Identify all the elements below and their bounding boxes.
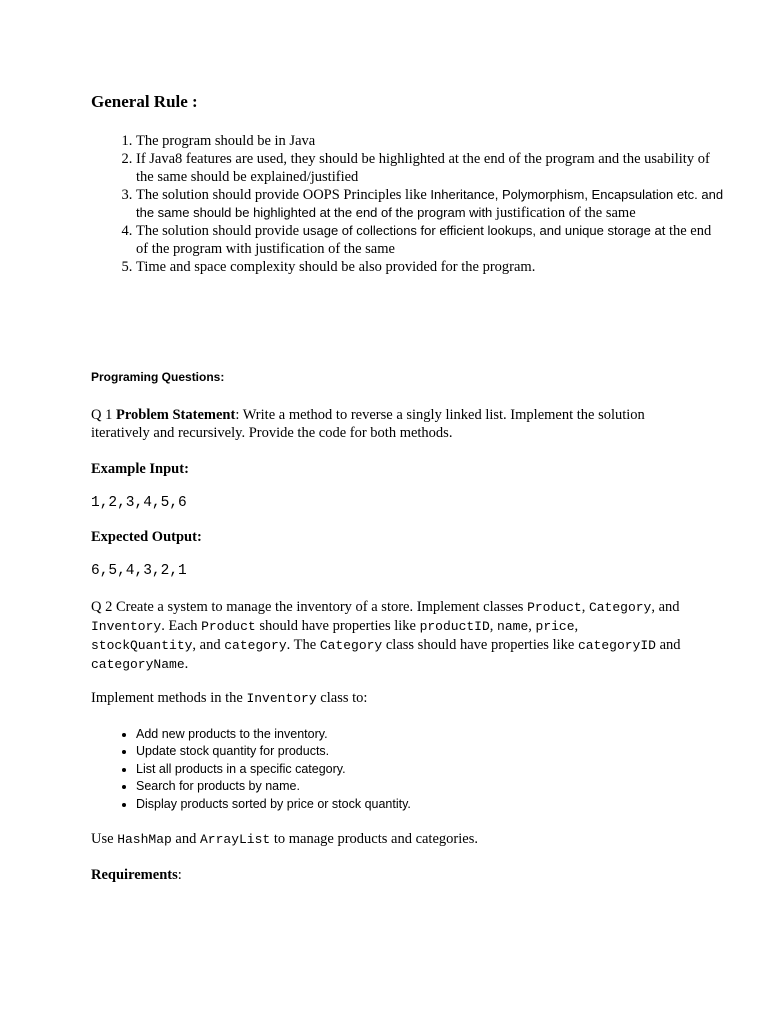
use-code: HashMap <box>117 832 172 847</box>
requirements-colon: : <box>177 867 182 883</box>
q2-text: and <box>655 637 681 653</box>
requirements-label: Requirements <box>91 867 178 883</box>
task-item: • Add new products to the inventory. <box>136 726 696 743</box>
q2-code: Product <box>201 619 256 634</box>
q2-code: stockQuantity <box>91 638 193 653</box>
rule-item <box>136 186 726 222</box>
q1-label: Problem Statement <box>115 407 236 423</box>
q2-text: Q 2 Create a system to manage the inventory of a store. Implement classes <box>91 599 528 615</box>
use-text: to manage products and categories. <box>270 831 478 847</box>
q2-code: Inventory <box>91 619 162 634</box>
rule-text: The program should be in Java <box>136 133 316 149</box>
example-input-label: Example Input: <box>91 461 189 477</box>
q2-code: Category <box>319 638 383 653</box>
q2-text: , <box>574 618 579 634</box>
q2-code: name <box>497 619 529 634</box>
q2-text: , <box>581 599 589 615</box>
rule-text: Time and space complexity should be also provided for the program. <box>136 259 536 275</box>
expected-output-value: 6,5,4,3,2,1 <box>91 563 187 579</box>
expected-output-label: Expected Output: <box>91 529 202 545</box>
rule-item <box>136 222 726 258</box>
q2-text: . <box>184 656 189 672</box>
rule-item <box>136 258 726 276</box>
q2-code: category <box>224 638 287 653</box>
rule-text-lead: The solution should provide <box>136 223 303 239</box>
q2-text: . The <box>286 637 320 653</box>
rules-list <box>91 132 726 276</box>
rule-text-tail: justification of the same <box>492 205 636 221</box>
q2-code: productID <box>419 619 490 634</box>
q2-code: Category <box>588 600 652 615</box>
q2-code: price <box>535 619 575 634</box>
q1-prefix: Q 1 <box>91 407 116 423</box>
task-item: • Search for products by name. <box>136 778 696 795</box>
rule-item <box>136 150 726 186</box>
use-text: and <box>171 831 200 847</box>
q2-text: . Each <box>161 618 202 634</box>
impl-text: Implement methods in the <box>91 690 247 706</box>
task-item: • Update stock quantity for products. <box>136 743 696 760</box>
use-text: Use <box>91 831 118 847</box>
rule-text: If Java8 features are used, they should be highlighted at the end of the program and the usability of the same should be explained/justified <box>136 151 710 185</box>
tasks-list <box>91 726 696 813</box>
rule-item <box>136 132 726 150</box>
requirements-line <box>91 866 681 884</box>
q2-text: , <box>489 618 498 634</box>
rule-text-sans: usage of collections for efficient lookups, and unique storage at <box>302 223 666 238</box>
example-input-value: 1,2,3,4,5,6 <box>91 495 187 511</box>
rule-text-tail: the end of the program with justification of the same <box>136 223 712 257</box>
q1-statement <box>91 406 681 442</box>
rule-text-sans: Inheritance, Polymorphism, Encapsulation etc. and the same should be highlighted at the end of the program with <box>136 187 724 220</box>
impl-text: class to: <box>316 690 368 706</box>
q2-text: class should have properties like <box>382 637 578 653</box>
use-code: ArrayList <box>199 832 271 847</box>
task-item: • Display products sorted by price or stock quantity. <box>136 796 696 813</box>
q2-text: , and <box>192 637 225 653</box>
q2-text: , <box>528 618 536 634</box>
q2-statement <box>91 598 681 674</box>
q2-code: Product <box>527 600 582 615</box>
general-rule-title: General Rule : <box>91 92 198 111</box>
use-collections-line <box>91 830 681 849</box>
programming-questions-heading: Programing Questions: <box>91 370 225 384</box>
q2-text: , and <box>651 599 680 615</box>
q1-text: : Write a method to reverse a singly linked list. Implement the solution iteratively and recursively. Provide the code for both methods. <box>91 407 645 441</box>
rule-text-lead: The solution should provide OOPS Principles like <box>136 187 431 203</box>
q2-code: categoryName <box>91 657 185 672</box>
implement-methods-line <box>91 689 681 708</box>
q2-code: categoryID <box>577 638 656 653</box>
q2-text: should have properties like <box>255 618 420 634</box>
impl-code: Inventory <box>246 691 317 706</box>
task-item: • List all products in a specific category. <box>136 761 696 778</box>
